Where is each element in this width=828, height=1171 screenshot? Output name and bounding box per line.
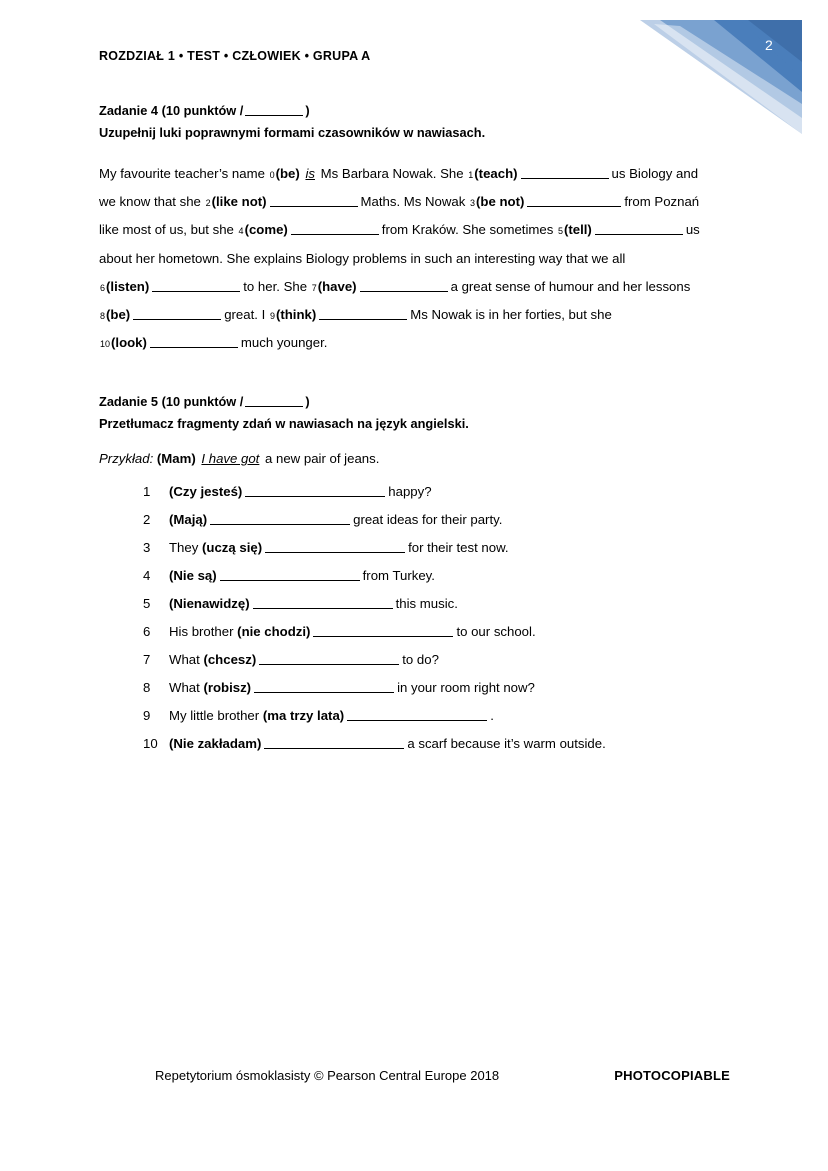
gap-number: 10 — [100, 339, 111, 350]
item-before: What — [169, 680, 200, 695]
cloze-text: a great sense of humour and her lessons — [450, 278, 691, 294]
list-item — [143, 652, 763, 680]
verb-prompt: (think) — [275, 306, 317, 322]
list-item — [143, 624, 763, 652]
item-before: His brother — [169, 624, 234, 639]
item-prompt: (Nie są) — [169, 568, 217, 583]
cloze-line — [99, 301, 739, 329]
task-4-score-blank — [245, 115, 303, 116]
cloze-text: much younger. — [240, 335, 328, 351]
cloze-line — [99, 273, 739, 301]
answer-blank[interactable] — [270, 206, 358, 207]
list-item — [143, 484, 763, 512]
item-body — [169, 568, 763, 583]
verb-prompt: (teach) — [474, 166, 518, 181]
gap-number: 1 — [468, 170, 474, 180]
item-body — [169, 512, 763, 527]
cloze-text: like most of us, but she — [99, 222, 234, 238]
answer-blank[interactable] — [133, 319, 221, 320]
task-4 — [99, 101, 485, 143]
task-5-title — [99, 392, 469, 412]
cloze-line — [99, 329, 739, 357]
task-5-instruction: Przetłumacz fragmenty zdań w nawiasach na język angielski. — [99, 416, 469, 431]
example-answer: I have got — [201, 451, 260, 466]
gap-number: 9 — [269, 310, 275, 321]
cloze-text: Ms Barbara Nowak. She — [320, 166, 464, 181]
cloze-line — [99, 216, 739, 244]
answer-blank[interactable] — [521, 178, 609, 179]
answer-blank[interactable] — [313, 636, 453, 637]
cloze-text: Maths. Ms Nowak — [360, 194, 466, 210]
answer-blank[interactable] — [150, 347, 238, 348]
task-4-title — [99, 101, 485, 121]
example-label: Przykład: — [99, 451, 154, 466]
verb-prompt: (come) — [244, 222, 288, 238]
gap-number: 5 — [557, 226, 563, 237]
item-number: 5 — [143, 596, 151, 611]
task-4-instruction: Uzupełnij luki poprawnymi formami czasowników w nawiasach. — [99, 125, 486, 140]
task-4-title-text: Zadanie 4 (10 punktów / — [99, 103, 244, 118]
answer-blank[interactable] — [152, 291, 240, 292]
item-after: a scarf because it’s warm outside. — [407, 736, 606, 751]
item-prompt: (uczą się) — [202, 540, 263, 555]
item-body — [169, 624, 763, 639]
item-prompt: (nie chodzi) — [237, 624, 311, 639]
answer-blank[interactable] — [210, 524, 350, 525]
list-item — [143, 512, 763, 540]
answer-blank[interactable] — [253, 608, 393, 609]
answer-blank[interactable] — [347, 720, 487, 721]
cloze-text: we know that she — [99, 194, 201, 210]
item-body — [169, 652, 763, 667]
cloze-text: from Poznań — [624, 194, 700, 210]
item-prompt: (Nienawidzę) — [169, 596, 250, 611]
answer-blank[interactable] — [264, 748, 404, 749]
answer-blank[interactable] — [291, 234, 379, 235]
gap-number: 2 — [205, 198, 211, 209]
task-5-title-close: ) — [305, 394, 310, 409]
item-number: 4 — [143, 568, 151, 583]
verb-prompt: (be) — [106, 306, 131, 322]
item-body — [169, 736, 763, 751]
verb-prompt: (be) — [275, 166, 300, 181]
document-header: ROZDZIAŁ 1 • TEST • CZŁOWIEK • GRUPA A — [99, 49, 371, 63]
cloze-text: us Biology and — [611, 166, 699, 181]
answer-blank[interactable] — [595, 234, 683, 235]
item-prompt: (ma trzy lata) — [262, 708, 345, 723]
item-number: 6 — [143, 624, 151, 639]
list-item — [143, 680, 763, 708]
cloze-text: My favourite teacher’s name — [99, 166, 265, 181]
task-5-example — [99, 449, 379, 469]
gap-number: 6 — [100, 282, 106, 293]
item-after: to our school. — [456, 624, 536, 639]
task-4-title-close: ) — [305, 103, 310, 118]
cloze-line — [99, 188, 739, 216]
cloze-text: Ms Nowak is in her forties, but she — [410, 306, 612, 322]
cloze-line — [99, 160, 739, 188]
answer-blank[interactable] — [527, 206, 621, 207]
list-item — [143, 568, 763, 596]
answer-blank[interactable] — [319, 319, 407, 320]
answer-blank[interactable] — [254, 692, 394, 693]
cloze-text: us — [685, 222, 700, 238]
list-item — [143, 708, 763, 736]
example-prompt: (Mam) — [156, 451, 196, 466]
gap-number: 4 — [238, 226, 244, 237]
task-5 — [99, 392, 469, 434]
item-before: They — [169, 540, 199, 555]
item-after: from Turkey. — [362, 568, 435, 583]
item-after: . — [490, 708, 494, 723]
page-number: 2 — [765, 37, 773, 53]
item-body — [169, 540, 763, 555]
verb-prompt: (tell) — [563, 222, 592, 238]
item-body — [169, 708, 763, 723]
task-4-cloze-paragraph — [99, 160, 739, 357]
cloze-text: from Kraków. She sometimes — [381, 222, 554, 238]
footer-photocopiable: PHOTOCOPIABLE — [614, 1068, 730, 1083]
item-number: 2 — [143, 512, 151, 527]
task-5-question-list — [143, 484, 763, 764]
item-prompt: (chcesz) — [203, 652, 257, 667]
list-item — [143, 736, 763, 764]
item-number: 7 — [143, 652, 151, 667]
answer-blank[interactable] — [265, 552, 405, 553]
item-after: this music. — [395, 596, 458, 611]
task-5-title-text: Zadanie 5 (10 punktów / — [99, 394, 244, 409]
answer-blank[interactable] — [245, 496, 385, 497]
item-prompt: (robisz) — [203, 680, 252, 695]
item-body — [169, 484, 763, 499]
item-before: My little brother — [169, 708, 260, 723]
item-number: 1 — [143, 484, 151, 499]
item-number: 8 — [143, 680, 151, 695]
corner-decoration — [640, 18, 802, 134]
item-body — [169, 680, 763, 695]
item-prompt: (Mają) — [169, 512, 208, 527]
item-after: in your room right now? — [397, 680, 535, 695]
item-after: to do? — [402, 652, 439, 667]
task-5-score-blank — [245, 406, 303, 407]
item-after: great ideas for their party. — [353, 512, 503, 527]
item-number: 10 — [143, 736, 158, 751]
cloze-text: to her. She — [243, 278, 308, 294]
example-rest: a new pair of jeans. — [265, 451, 380, 466]
item-number: 3 — [143, 540, 151, 555]
example-answer: is — [305, 166, 315, 181]
gap-number: 7 — [311, 282, 317, 293]
answer-blank[interactable] — [360, 291, 448, 292]
list-item — [143, 596, 763, 624]
item-prompt: (Czy jesteś) — [169, 484, 243, 499]
gap-number: 0 — [269, 170, 275, 180]
verb-prompt: (have) — [317, 278, 357, 294]
verb-prompt: (like not) — [211, 194, 267, 210]
cloze-line — [99, 245, 739, 273]
verb-prompt: (look) — [111, 335, 147, 351]
cloze-text: about her hometown. She explains Biology problems in such an interesting way that we all — [99, 250, 626, 266]
verb-prompt: (be not) — [476, 194, 525, 210]
item-after: happy? — [388, 484, 432, 499]
item-number: 9 — [143, 708, 151, 723]
answer-blank[interactable] — [259, 664, 399, 665]
list-item — [143, 540, 763, 568]
gap-number: 3 — [470, 198, 476, 209]
answer-blank[interactable] — [220, 580, 360, 581]
page-footer — [155, 1068, 730, 1083]
gap-number: 8 — [100, 310, 106, 321]
verb-prompt: (listen) — [106, 278, 150, 294]
item-body — [169, 596, 763, 611]
item-after: for their test now. — [408, 540, 509, 555]
cloze-text: great. I — [224, 306, 266, 322]
footer-copyright: Repetytorium ósmoklasisty © Pearson Central Europe 2018 — [155, 1068, 500, 1083]
item-before: What — [169, 652, 200, 667]
item-prompt: (Nie zakładam) — [169, 736, 262, 751]
